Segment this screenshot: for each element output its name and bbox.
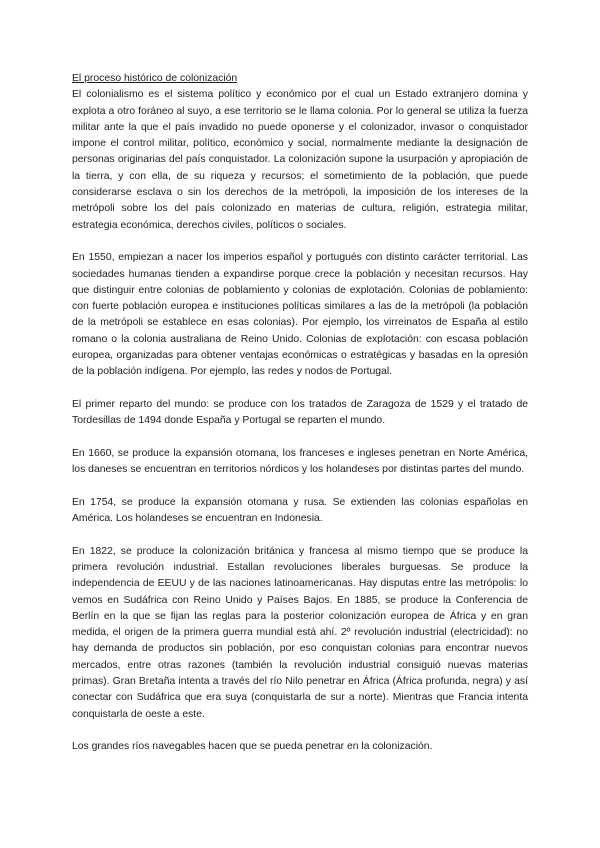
document-title: El proceso histórico de colonización (72, 73, 238, 84)
paragraph-1660: En 1660, se produce la expansión otomana, los franceses e ingleses penetran en Norte América, los daneses se encuentran en territorios nórdicos y los holandeses por distintas partes del mundo. (72, 447, 528, 476)
paragraph-first-division: El primer reparto del mundo: se produce con los tratados de Zaragoza de 1529 y el tratado de Tordesillas de 1494 donde España y Portugal se reparten el mundo. (72, 398, 528, 427)
paragraph-rivers: Los grandes ríos navegables hacen que se pueda penetrar en la colonización. (72, 741, 433, 753)
paragraph-colonialism-definition: El colonialismo es el sistema político y económico por el cual un Estado extranjero domina y explota a otro foráneo al suyo, a ese territorio se le llama colonia. Por lo general se utiliza la fuerza militar ante la que el país invadido no puede oponerse y el colonizador, invasor o conquistador impone el control militar, político, económico y social, normalmente mediante la designación de personas originarias del país conquistador. La colonización supone la usurpación y apropiación de la tierra, y con ella, de su riqueza y recursos; el sometimiento de la población, que puede considerarse esclava o sin los derechos de la metrópoli, la imposición de los intereses de la metrópoli sobre los del país colonizado en materias de cultura, religión, estrategia militar, estrategia económica, derechos civiles, políticos o sociales. (72, 89, 528, 231)
paragraph-1754: En 1754, se produce la expansión otomana y rusa. Se extienden las colonias españolas en América. Los holandeses se encuentran en Indonesia. (72, 496, 528, 525)
paragraph-1822: En 1822, se produce la colonización británica y francesa al mismo tiempo que se produce la primera revolución industrial. Estallan revoluciones liberales burguesas. Se produce la independencia de EEUU y de las naciones latinoamericanas. Hay disputas entre las metrópolis: lo vemos en Sudáfrica con Reino Unido y Países Bajos. En 1885, se produce la Conferencia de Berlín en la que se fijan las reglas para la posterior colonización europea de África y en gran medida, el origen de la primera guerra mundial está ahí. 2º revolución industrial (electricidad): no hay demanda de productos sin población, por eso conquistan colonias para encontrar nuevos mercados, entre otras razones (también la revolución industrial consiguió nuevas materias primas). Gran Bretaña intenta a través del río Nilo penetrar en África (África profunda, negra) y así conectar con Sudáfrica que era suya (conquistarla de sur a norte). Mientras que Francia intenta conquistarla de oeste a este. (72, 545, 528, 720)
document-page (72, 71, 528, 772)
paragraph-1550: En 1550, empiezan a nacer los imperios español y portugués con distinto carácter territorial. Las sociedades humanas tienden a expandirse porque crece la población y necesitan recursos. Hay que distinguir entre colonias de poblamiento y colonias de explotación. Colonias de poblamiento: con fuerte población europea e instituciones políticas similares a las de la metrópoli (la población de la metrópoli se establece en esas colonias). Por ejemplo, los virreinatos de España al estilo romano o la colonia australiana de Reino Unido. Colonias de explotación: con escasa población europea, organizadas para obtener ventajas económicas o estratégicas y basadas en la opresión de la población indígena. Por ejemplo, las redes y nodos de Portugal. (72, 252, 528, 378)
